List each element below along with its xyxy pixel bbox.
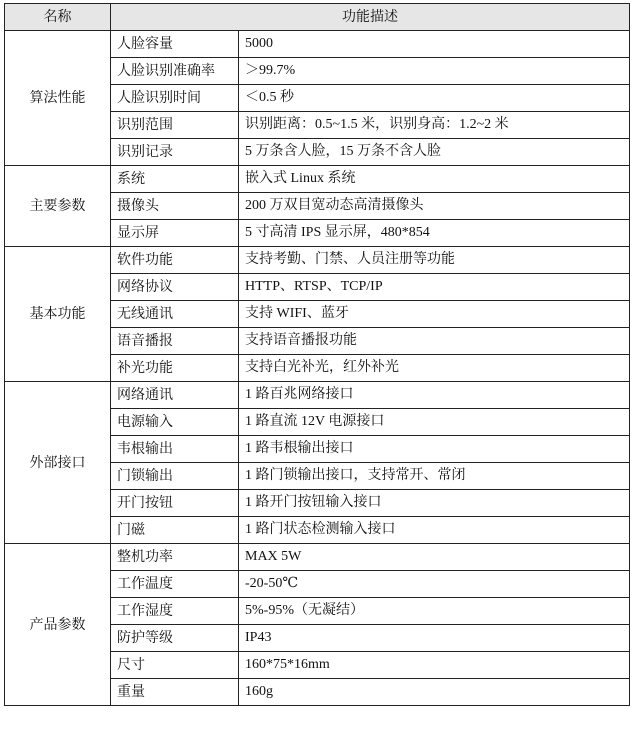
group-label: 算法性能 — [5, 31, 111, 166]
param-name: 软件功能 — [111, 247, 239, 274]
param-name: 整机功率 — [111, 544, 239, 571]
param-name: 门锁输出 — [111, 463, 239, 490]
param-value: 识别距离：0.5~1.5 米，识别身高：1.2~2 米 — [239, 112, 630, 139]
param-value: ＜0.5 秒 — [239, 85, 630, 112]
param-name: 人脸识别时间 — [111, 85, 239, 112]
table-row — [5, 247, 630, 274]
param-name: 摄像头 — [111, 193, 239, 220]
param-value: 1 路百兆网络接口 — [239, 382, 630, 409]
param-value: 5%-95%（无凝结） — [239, 598, 630, 625]
param-name: 系统 — [111, 166, 239, 193]
param-value: 5 寸高清 IPS 显示屏，480*854 — [239, 220, 630, 247]
param-name: 防护等级 — [111, 625, 239, 652]
param-name: 识别记录 — [111, 139, 239, 166]
param-value: IP43 — [239, 625, 630, 652]
param-value: ＞99.7% — [239, 58, 630, 85]
param-value: 支持考勤、门禁、人员注册等功能 — [239, 247, 630, 274]
table-row — [5, 544, 630, 571]
table-row — [5, 31, 630, 58]
param-value: 支持语音播报功能 — [239, 328, 630, 355]
header-row — [5, 4, 630, 31]
group-label: 基本功能 — [5, 247, 111, 382]
param-name: 网络通讯 — [111, 382, 239, 409]
param-value: -20-50℃ — [239, 571, 630, 598]
spec-body — [5, 31, 630, 706]
param-name: 工作温度 — [111, 571, 239, 598]
param-name: 识别范围 — [111, 112, 239, 139]
param-value: 支持白光补光，红外补光 — [239, 355, 630, 382]
param-name: 补光功能 — [111, 355, 239, 382]
param-value: HTTP、RTSP、TCP/IP — [239, 274, 630, 301]
param-name: 无线通讯 — [111, 301, 239, 328]
param-name: 人脸容量 — [111, 31, 239, 58]
param-name: 网络协议 — [111, 274, 239, 301]
param-name: 显示屏 — [111, 220, 239, 247]
table-row — [5, 382, 630, 409]
param-name: 语音播报 — [111, 328, 239, 355]
param-name: 开门按钮 — [111, 490, 239, 517]
group-label: 外部接口 — [5, 382, 111, 544]
header-description: 功能描述 — [111, 4, 630, 31]
param-value: 1 路开门按钮输入接口 — [239, 490, 630, 517]
param-name: 门磁 — [111, 517, 239, 544]
param-value: 160*75*16mm — [239, 652, 630, 679]
param-value: 200 万双目宽动态高清摄像头 — [239, 193, 630, 220]
param-value: 1 路韦根输出接口 — [239, 436, 630, 463]
param-name: 电源输入 — [111, 409, 239, 436]
spec-table — [4, 3, 630, 706]
param-value: 5 万条含人脸，15 万条不含人脸 — [239, 139, 630, 166]
param-value: 支持 WIFI、蓝牙 — [239, 301, 630, 328]
group-label: 产品参数 — [5, 544, 111, 706]
param-name: 重量 — [111, 679, 239, 706]
table-row — [5, 166, 630, 193]
param-value: MAX 5W — [239, 544, 630, 571]
param-name: 韦根输出 — [111, 436, 239, 463]
param-value: 5000 — [239, 31, 630, 58]
group-label: 主要参数 — [5, 166, 111, 247]
param-name: 人脸识别准确率 — [111, 58, 239, 85]
param-value: 1 路门锁输出接口，支持常开、常闭 — [239, 463, 630, 490]
param-value: 1 路门状态检测输入接口 — [239, 517, 630, 544]
param-name: 尺寸 — [111, 652, 239, 679]
param-name: 工作湿度 — [111, 598, 239, 625]
param-value: 1 路直流 12V 电源接口 — [239, 409, 630, 436]
param-value: 160g — [239, 679, 630, 706]
param-value: 嵌入式 Linux 系统 — [239, 166, 630, 193]
header-name: 名称 — [5, 4, 111, 31]
